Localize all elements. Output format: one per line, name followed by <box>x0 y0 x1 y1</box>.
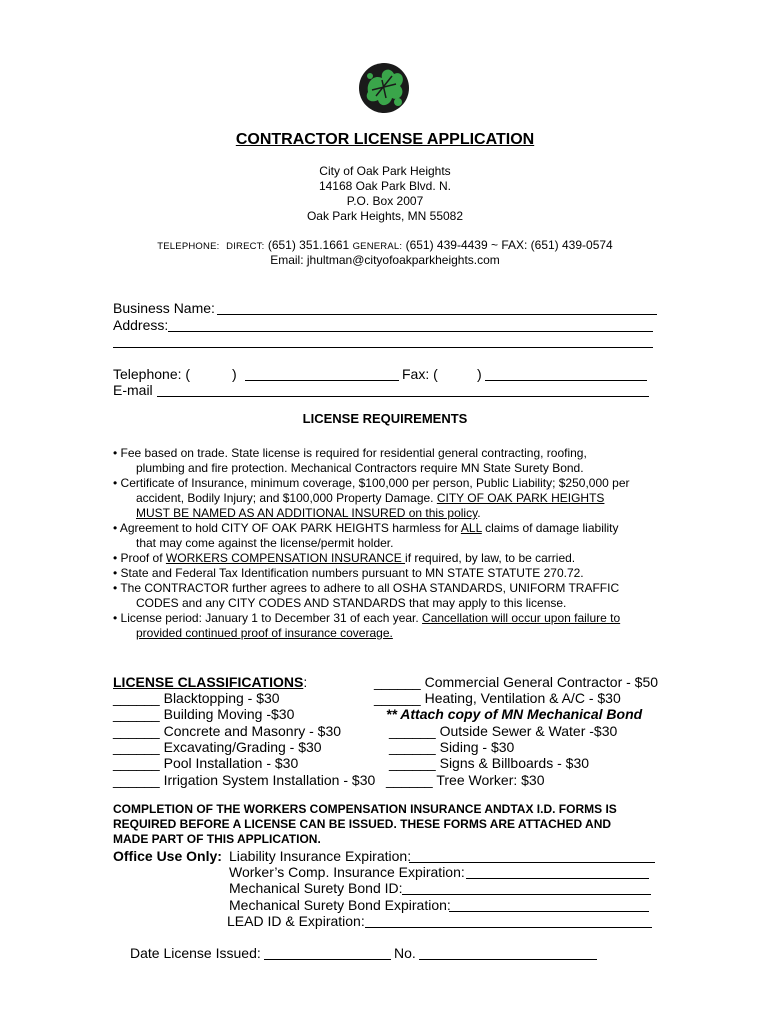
street-address: 14168 Oak Park Blvd. N. <box>318 179 452 193</box>
requirement-tax-id: • State and Federal Tax Identification numbers pursuant to MN STATE STATUTE 270.72. <box>113 566 584 580</box>
fax-field[interactable] <box>485 380 647 381</box>
requirement-fee-line1: • Fee based on trade. State license is required for residential general contracting, roofing, <box>113 446 587 460</box>
requirements-heading: LICENSE REQUIREMENTS <box>302 411 468 426</box>
requirement-fee-line2: plumbing and fire protection. Mechanical Contractors require MN State Surety Bond. <box>136 461 584 475</box>
classification-sewer-water[interactable]: ______ Outside Sewer & Water -$30 <box>389 723 618 739</box>
workers-comp-label: Worker’s Comp. Insurance Expiration: <box>229 864 465 880</box>
address-field[interactable] <box>168 331 653 332</box>
classification-building-moving[interactable]: ______ Building Moving -$30 <box>113 706 295 722</box>
lead-id-field[interactable] <box>365 927 652 928</box>
mech-bond-exp-field[interactable] <box>449 911 649 912</box>
requirement-osha-line1: • The CONTRACTOR further agrees to adhere to all OSHA STANDARDS, UNIFORM TRAFFIC <box>113 581 620 595</box>
liability-field[interactable] <box>409 862 655 863</box>
requirement-insurance-line2: accident, Bodily Injury; and $100,000 Property Damage. CITY OF OAK PARK HEIGHTS <box>136 491 605 505</box>
classification-hvac[interactable]: ______ Heating, Ventilation & A/C - $30 <box>374 690 621 706</box>
date-issued-field[interactable] <box>264 959 391 960</box>
general-label: GENERAL: <box>352 241 403 252</box>
business-name-label: Business Name: <box>113 300 215 316</box>
mechanical-bond-note: ** Attach copy of MN Mechanical Bond <box>386 706 643 722</box>
email-field[interactable] <box>157 396 649 397</box>
requirement-agreement-line1: • Agreement to hold CITY OF OAK PARK HEIGHTS harmless for ALL claims of damage liability <box>113 521 619 535</box>
page-title: CONTRACTOR LICENSE APPLICATION <box>235 131 535 148</box>
mech-bond-id-label: Mechanical Surety Bond ID: <box>229 880 403 896</box>
classifications-heading: LICENSE CLASSIFICATIONS: <box>113 674 308 690</box>
date-issued-label: Date License Issued: <box>130 945 261 961</box>
classification-blacktopping[interactable]: ______ Blacktopping - $30 <box>113 690 280 706</box>
telephone-label: Telephone: ( <box>113 366 191 382</box>
city-state-zip: Oak Park Heights, MN 55082 <box>306 209 464 223</box>
requirement-workers-comp: • Proof of WORKERS COMPENSATION INSURANCE if required, by law, to be carried. <box>113 551 576 565</box>
address-label: Address: <box>113 317 169 333</box>
office-use-label: Office Use Only: <box>113 848 222 864</box>
telephone-label: TELEPHONE: <box>157 241 220 252</box>
license-no-label: No. <box>394 945 416 961</box>
contact-line <box>0 238 770 252</box>
direct-number: (651) 351.1661 <box>267 238 350 252</box>
city-name: City of Oak Park Heights <box>319 164 451 178</box>
classification-concrete-masonry[interactable]: ______ Concrete and Masonry - $30 <box>113 723 342 739</box>
address-field-line2[interactable] <box>113 347 653 348</box>
requirement-period-line1: • License period: January 1 to December 31 of each year. Cancellation will occur upon failure to <box>113 611 621 625</box>
fax-close-paren: ) <box>477 366 482 382</box>
business-name-field[interactable] <box>217 314 657 315</box>
direct-label: DIRECT: <box>226 241 265 252</box>
completion-note-line2: REQUIRED BEFORE A LICENSE CAN BE ISSUED. THESE FORMS ARE ATTACHED AND <box>113 817 612 831</box>
requirement-osha-line2: CODES and any CITY CODES AND STANDARDS that may apply to this license. <box>136 596 567 610</box>
oak-leaf-logo-icon <box>358 62 410 114</box>
email-line: Email: jhultman@cityofoakparkheights.com <box>270 253 500 267</box>
classification-excavating[interactable]: ______ Excavating/Grading - $30 <box>113 739 322 755</box>
classification-signs[interactable]: ______ Signs & Billboards - $30 <box>389 755 590 771</box>
general-number: (651) 439-4439 ~ FAX: (651) 439-0574 <box>405 238 613 252</box>
liability-label: Liability Insurance Expiration: <box>229 848 412 864</box>
classification-pool[interactable]: ______ Pool Installation - $30 <box>113 755 299 771</box>
workers-comp-field[interactable] <box>466 878 649 879</box>
telephone-close-paren: ) <box>232 366 237 382</box>
classification-irrigation[interactable]: ______ Irrigation System Installation - $30 <box>113 772 376 788</box>
telephone-field[interactable] <box>245 380 399 381</box>
email-label: E-mail <box>113 382 153 398</box>
mech-bond-exp-label: Mechanical Surety Bond Expiration: <box>229 897 451 913</box>
classification-siding[interactable]: ______ Siding - $30 <box>389 739 515 755</box>
po-box: P.O. Box 2007 <box>346 194 424 208</box>
lead-id-label: LEAD ID & Expiration: <box>227 913 365 929</box>
completion-note-line3: MADE PART OF THIS APPLICATION. <box>113 832 321 846</box>
requirement-agreement-line2: that may come against the license/permit holder. <box>136 536 394 550</box>
requirement-period-line2: provided continued proof of insurance coverage. <box>136 626 393 640</box>
requirement-insurance-line1: • Certificate of Insurance, minimum coverage, $100,000 per person, Public Liability; $250,000 per <box>113 476 630 490</box>
classification-commercial-general[interactable]: ______ Commercial General Contractor - $50 <box>374 674 659 690</box>
classification-tree-worker[interactable]: ______ Tree Worker: $30 <box>386 772 545 788</box>
license-no-field[interactable] <box>419 959 597 960</box>
mech-bond-id-field[interactable] <box>402 894 651 895</box>
requirement-insurance-line3: MUST BE NAMED AS AN ADDITIONAL INSURED on this policy. <box>136 506 481 520</box>
fax-label: Fax: ( <box>402 366 438 382</box>
completion-note-line1: COMPLETION OF THE WORKERS COMPENSATION INSURANCE ANDTAX I.D. FORMS IS <box>113 802 617 816</box>
